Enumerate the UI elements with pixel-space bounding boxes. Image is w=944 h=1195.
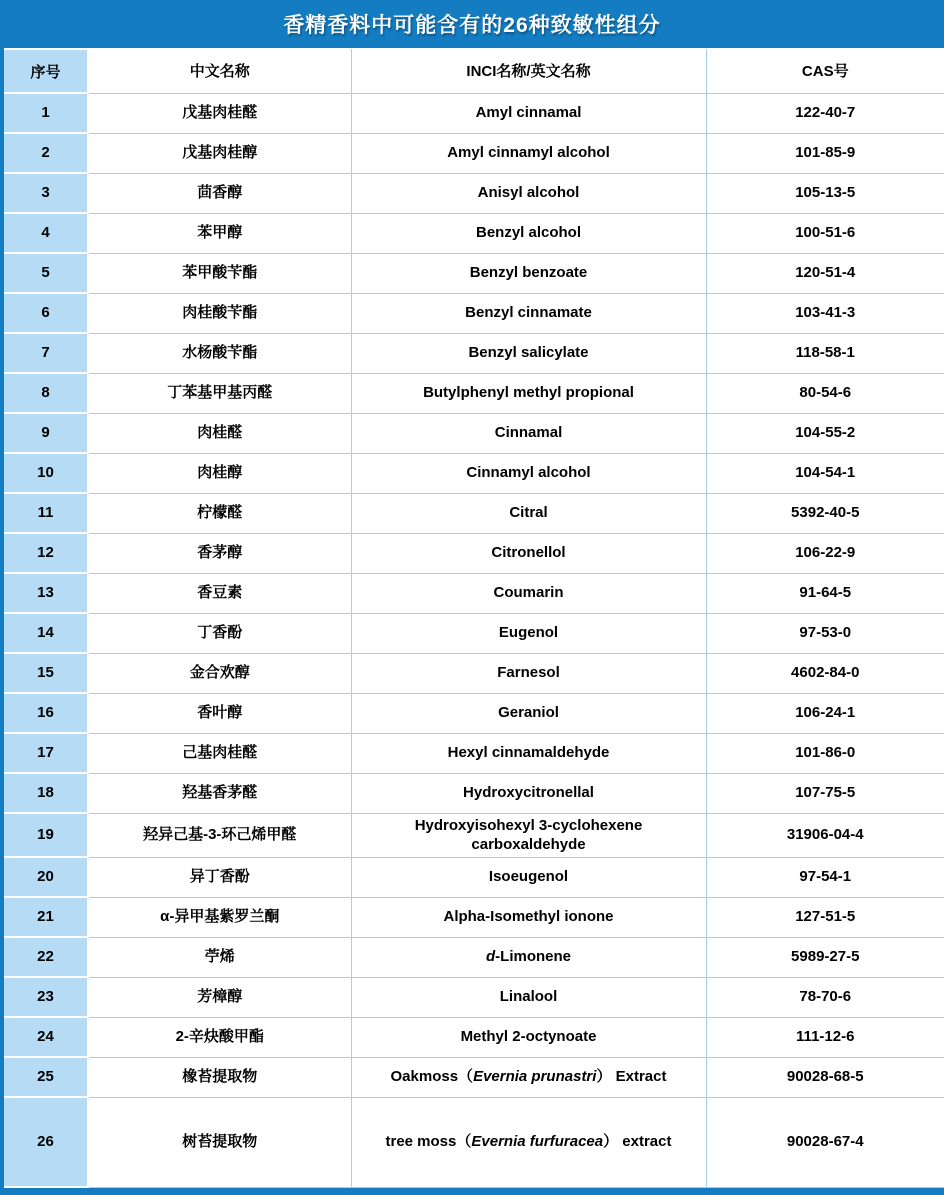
english-name-text: Butylphenyl methyl propional — [423, 384, 634, 402]
cell-cas-number: 104-55-2 — [706, 413, 944, 453]
english-name-text: Eugenol — [498, 624, 559, 642]
cell-cas-number: 97-53-0 — [706, 613, 944, 653]
english-name-text: Benzyl salicylate — [468, 344, 589, 362]
header-cas-number: CAS号 — [706, 49, 944, 93]
cell-inci-english-name — [351, 573, 706, 613]
cell-chinese-name: 丁香酚 — [88, 613, 351, 653]
cell-inci-english-name — [351, 213, 706, 253]
cell-chinese-name: 丁苯基甲基丙醛 — [88, 373, 351, 413]
english-name-text: Cinnamal — [494, 424, 563, 442]
table-row — [4, 413, 944, 453]
cell-chinese-name: 树苔提取物 — [88, 1097, 351, 1187]
cell-inci-english-name — [351, 93, 706, 133]
cell-cas-number: 78-70-6 — [706, 977, 944, 1017]
cell-cas-number: 4602-84-0 — [706, 653, 944, 693]
english-name-text: Amyl cinnamyl alcohol — [447, 144, 610, 162]
cell-serial-number: 21 — [4, 897, 88, 937]
cell-inci-english-name — [351, 333, 706, 373]
table-row — [4, 573, 944, 613]
cell-chinese-name: 异丁香酚 — [88, 857, 351, 897]
cell-cas-number: 105-13-5 — [706, 173, 944, 213]
cell-inci-english-name — [351, 653, 706, 693]
cell-chinese-name: 金合欢醇 — [88, 653, 351, 693]
table-row — [4, 1017, 944, 1057]
cell-serial-number: 7 — [4, 333, 88, 373]
english-name-text: Oakmoss（ — [390, 1068, 474, 1086]
cell-inci-english-name — [351, 613, 706, 653]
english-name-text: Linalool — [499, 988, 558, 1006]
cell-cas-number: 111-12-6 — [706, 1017, 944, 1057]
cell-chinese-name: 羟基香茅醛 — [88, 773, 351, 813]
cell-cas-number: 120-51-4 — [706, 253, 944, 293]
table-row — [4, 253, 944, 293]
table-body — [4, 93, 944, 1187]
cell-cas-number: 90028-67-4 — [706, 1097, 944, 1187]
cell-serial-number: 3 — [4, 173, 88, 213]
cell-serial-number: 26 — [4, 1097, 88, 1187]
cell-serial-number: 5 — [4, 253, 88, 293]
cell-cas-number: 104-54-1 — [706, 453, 944, 493]
table-row — [4, 1097, 944, 1187]
cell-chinese-name: 柠檬醛 — [88, 493, 351, 533]
cell-chinese-name: 橡苔提取物 — [88, 1057, 351, 1097]
cell-cas-number: 127-51-5 — [706, 897, 944, 937]
english-name-text: Amyl cinnamal — [475, 104, 582, 122]
cell-serial-number: 20 — [4, 857, 88, 897]
english-name-text: Hexyl cinnamaldehyde — [447, 744, 610, 762]
english-name-text: Benzyl benzoate — [469, 264, 588, 282]
cell-chinese-name: α-异甲基紫罗兰酮 — [88, 897, 351, 937]
english-name-text: Cinnamyl alcohol — [466, 464, 591, 482]
table-row — [4, 333, 944, 373]
cell-serial-number: 11 — [4, 493, 88, 533]
table-row — [4, 373, 944, 413]
cell-chinese-name: 羟异己基-3-环己烯甲醛 — [88, 813, 351, 857]
table-row — [4, 93, 944, 133]
cell-cas-number: 106-24-1 — [706, 693, 944, 733]
table-row — [4, 653, 944, 693]
cell-inci-english-name — [351, 693, 706, 733]
cell-serial-number: 16 — [4, 693, 88, 733]
table-row — [4, 897, 944, 937]
cell-serial-number: 8 — [4, 373, 88, 413]
header-row — [4, 49, 944, 93]
cell-chinese-name: 茴香醇 — [88, 173, 351, 213]
header-serial-number: 序号 — [4, 49, 88, 93]
header-inci-english-name: INCI名称/英文名称 — [351, 49, 706, 93]
cell-inci-english-name — [351, 857, 706, 897]
english-name-text: -Limonene — [495, 948, 571, 966]
header-chinese-name: 中文名称 — [88, 49, 351, 93]
cell-inci-english-name — [351, 813, 706, 857]
english-name-text: Coumarin — [493, 584, 564, 602]
cell-inci-english-name — [351, 533, 706, 573]
cell-chinese-name: 苯甲醇 — [88, 213, 351, 253]
cell-serial-number: 24 — [4, 1017, 88, 1057]
table-row — [4, 1057, 944, 1097]
cell-serial-number: 13 — [4, 573, 88, 613]
cell-inci-english-name — [351, 293, 706, 333]
page-title: 香精香料中可能含有的26种致敏性组分 — [0, 0, 944, 48]
cell-serial-number: 12 — [4, 533, 88, 573]
cell-chinese-name: 香茅醇 — [88, 533, 351, 573]
cell-chinese-name: 肉桂醇 — [88, 453, 351, 493]
species-name-italic: Evernia prunastri — [473, 1068, 597, 1086]
table-row — [4, 773, 944, 813]
cell-cas-number: 90028-68-5 — [706, 1057, 944, 1097]
table-row — [4, 733, 944, 773]
table-row — [4, 977, 944, 1017]
cell-serial-number: 15 — [4, 653, 88, 693]
table-row — [4, 493, 944, 533]
cell-inci-english-name — [351, 253, 706, 293]
species-name-italic: Evernia furfuracea — [471, 1133, 604, 1151]
english-name-text: ） Extract — [596, 1068, 667, 1086]
cell-inci-english-name — [351, 133, 706, 173]
cell-cas-number: 107-75-5 — [706, 773, 944, 813]
cell-cas-number: 80-54-6 — [706, 373, 944, 413]
cell-serial-number: 9 — [4, 413, 88, 453]
cell-cas-number: 101-85-9 — [706, 133, 944, 173]
cell-inci-english-name — [351, 733, 706, 773]
english-name-text: Benzyl cinnamate — [465, 304, 592, 322]
english-name-text: Isoeugenol — [488, 868, 569, 886]
cell-cas-number: 91-64-5 — [706, 573, 944, 613]
cell-cas-number: 103-41-3 — [706, 293, 944, 333]
cell-inci-english-name — [351, 373, 706, 413]
cell-chinese-name: 香豆素 — [88, 573, 351, 613]
cell-inci-english-name — [351, 1017, 706, 1057]
table-row — [4, 857, 944, 897]
table-row — [4, 453, 944, 493]
table-row — [4, 293, 944, 333]
cell-chinese-name: 肉桂酸苄酯 — [88, 293, 351, 333]
cell-serial-number: 17 — [4, 733, 88, 773]
cell-serial-number: 25 — [4, 1057, 88, 1097]
species-name-italic: d — [485, 948, 496, 966]
cell-cas-number: 5392-40-5 — [706, 493, 944, 533]
english-name-text: Anisyl alcohol — [477, 184, 580, 202]
cell-chinese-name: 芳樟醇 — [88, 977, 351, 1017]
english-name-text: Citronellol — [491, 544, 566, 562]
cell-serial-number: 4 — [4, 213, 88, 253]
cell-chinese-name: 香叶醇 — [88, 693, 351, 733]
english-name-text: Citral — [509, 504, 548, 522]
english-name-text: Methyl 2-octynoate — [460, 1028, 597, 1046]
cell-cas-number: 106-22-9 — [706, 533, 944, 573]
cell-serial-number: 19 — [4, 813, 88, 857]
cell-cas-number: 122-40-7 — [706, 93, 944, 133]
cell-inci-english-name — [351, 897, 706, 937]
cell-serial-number: 10 — [4, 453, 88, 493]
cell-chinese-name: 水杨酸苄酯 — [88, 333, 351, 373]
cell-cas-number: 100-51-6 — [706, 213, 944, 253]
cell-serial-number: 2 — [4, 133, 88, 173]
cell-chinese-name: 戊基肉桂醛 — [88, 93, 351, 133]
cell-inci-english-name — [351, 493, 706, 533]
cell-inci-english-name — [351, 937, 706, 977]
cell-chinese-name: 苧烯 — [88, 937, 351, 977]
table-row — [4, 613, 944, 653]
english-name-text: Alpha-Isomethyl ionone — [443, 908, 614, 926]
table-row — [4, 213, 944, 253]
table-row — [4, 133, 944, 173]
english-name-text: Benzyl alcohol — [475, 224, 582, 242]
cell-inci-english-name — [351, 413, 706, 453]
cell-inci-english-name — [351, 1097, 706, 1187]
table-row — [4, 937, 944, 977]
english-name-text: Geraniol — [498, 704, 559, 722]
table-row — [4, 693, 944, 733]
cell-chinese-name: 戊基肉桂醇 — [88, 133, 351, 173]
english-name-text: Hydroxycitronellal — [463, 784, 594, 802]
cell-serial-number: 1 — [4, 93, 88, 133]
allergen-table — [4, 48, 944, 1188]
cell-serial-number: 23 — [4, 977, 88, 1017]
cell-serial-number: 18 — [4, 773, 88, 813]
english-name-text: Farnesol — [497, 664, 560, 682]
table-row — [4, 173, 944, 213]
cell-inci-english-name — [351, 977, 706, 1017]
cell-chinese-name: 己基肉桂醛 — [88, 733, 351, 773]
english-name-text: tree moss（ — [385, 1133, 472, 1151]
english-name-text: Hydroxyisohexyl 3-cyclohexene carboxaldehyde — [414, 816, 643, 853]
cell-cas-number: 97-54-1 — [706, 857, 944, 897]
cell-inci-english-name — [351, 173, 706, 213]
cell-chinese-name: 苯甲酸苄酯 — [88, 253, 351, 293]
cell-serial-number: 14 — [4, 613, 88, 653]
cell-serial-number: 6 — [4, 293, 88, 333]
cell-inci-english-name — [351, 1057, 706, 1097]
cell-chinese-name: 2-辛炔酸甲酯 — [88, 1017, 351, 1057]
cell-inci-english-name — [351, 453, 706, 493]
cell-cas-number: 118-58-1 — [706, 333, 944, 373]
cell-serial-number: 22 — [4, 937, 88, 977]
english-name-text: ） extract — [603, 1133, 672, 1151]
cell-cas-number: 101-86-0 — [706, 733, 944, 773]
cell-cas-number: 5989-27-5 — [706, 937, 944, 977]
cell-chinese-name: 肉桂醛 — [88, 413, 351, 453]
table-row — [4, 533, 944, 573]
cell-inci-english-name — [351, 773, 706, 813]
cell-cas-number: 31906-04-4 — [706, 813, 944, 857]
table-row — [4, 813, 944, 857]
